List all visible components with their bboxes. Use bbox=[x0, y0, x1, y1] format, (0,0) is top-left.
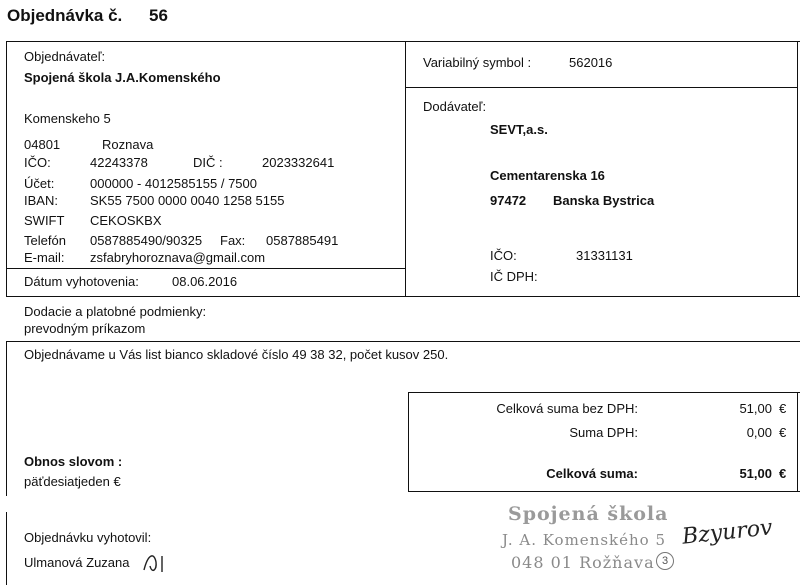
variable-symbol-label: Variabilný symbol : bbox=[423, 55, 532, 70]
stamp-line-1: Spojená škola bbox=[508, 503, 669, 525]
stamp-line-3: 048 01 Rožňava bbox=[511, 553, 655, 572]
order-number: 56 bbox=[149, 6, 168, 25]
total-net-value: 51,00 bbox=[739, 401, 772, 416]
supplier-ico-label: IČO: bbox=[490, 248, 517, 263]
frame-left-bottom bbox=[6, 512, 7, 585]
orderer-dic: 2023332641 bbox=[262, 155, 335, 170]
orderer-phone-label: Telefón bbox=[24, 233, 66, 248]
stamp-number-badge: 3 bbox=[656, 552, 674, 570]
orderer-iban: SK55 7500 0000 0040 1258 5155 bbox=[90, 193, 285, 208]
orderer-heading: Objednávateľ: bbox=[24, 49, 106, 64]
order-title-label: Objednávka č. bbox=[7, 6, 123, 25]
supplier-zip: 97472 bbox=[490, 193, 527, 208]
total-vat-label: Suma DPH: bbox=[569, 425, 638, 440]
orderer-swift-label: SWIFT bbox=[24, 213, 65, 228]
orderer-fax-label: Fax: bbox=[220, 233, 246, 248]
terms-value: prevodným príkazom bbox=[24, 321, 146, 336]
signature: Bzyurov bbox=[680, 515, 774, 550]
variable-symbol-value: 562016 bbox=[569, 55, 613, 70]
terms-heading: Dodacie a platobné podmienky: bbox=[24, 304, 207, 319]
orderer-fax: 0587885491 bbox=[266, 233, 339, 248]
date-label: Dátum vyhotovenia: bbox=[24, 274, 139, 289]
total-sum-label: Celková suma: bbox=[546, 466, 638, 481]
orderer-city: Roznava bbox=[102, 137, 154, 152]
orderer-zip: 04801 bbox=[24, 137, 61, 152]
frame-varsym-bottom bbox=[405, 87, 798, 88]
currency-net: € bbox=[779, 401, 787, 416]
frame-date-top bbox=[6, 268, 406, 269]
orderer-account-label: Účet: bbox=[24, 176, 55, 191]
supplier-ico: 31331131 bbox=[576, 248, 633, 263]
orderer-name: Spojená škola J.A.Komenského bbox=[24, 70, 221, 85]
totals-box-left bbox=[408, 392, 409, 492]
frame-left-upper bbox=[6, 41, 7, 297]
date-value: 08.06.2016 bbox=[172, 274, 238, 289]
orderer-dic-label: DIČ : bbox=[193, 155, 223, 170]
totals-box-bottom bbox=[408, 491, 800, 492]
supplier-city: Banska Bystrica bbox=[553, 193, 655, 208]
totals-box-top bbox=[408, 392, 800, 393]
supplier-name: SEVT,a.s. bbox=[490, 122, 548, 137]
amount-words-label: Obnos slovom : bbox=[24, 454, 123, 469]
totals-box-right bbox=[797, 392, 798, 492]
orderer-iban-label: IBAN: bbox=[24, 193, 58, 208]
orderer-street: Komenskeho 5 bbox=[24, 111, 111, 126]
issued-by-name: Ulmanová Zuzana bbox=[24, 555, 130, 570]
supplier-heading: Dodávateľ: bbox=[423, 99, 487, 114]
stamp-line-2: J. A. Komenského 5 bbox=[502, 531, 667, 549]
total-net-label: Celková suma bez DPH: bbox=[496, 401, 638, 416]
frame-top bbox=[6, 41, 800, 42]
frame-right-upper bbox=[797, 41, 798, 297]
orderer-email[interactable]: zsfabryhoroznava@gmail.com bbox=[90, 250, 266, 265]
supplier-icdph-label: IČ DPH: bbox=[490, 269, 538, 284]
currency-vat: € bbox=[779, 425, 787, 440]
frame-terms-bottom bbox=[6, 341, 800, 342]
orderer-swift: CEKOSKBX bbox=[90, 213, 162, 228]
initials-scribble bbox=[140, 548, 170, 578]
order-text: Objednávame u Vás list bianco skladové číslo 49 38 32, počet kusov 250. bbox=[24, 347, 449, 362]
frame-terms-top bbox=[6, 296, 800, 297]
order-title bbox=[7, 6, 168, 26]
orderer-account: 000000 - 4012585155 / 7500 bbox=[90, 176, 257, 191]
frame-left-lower bbox=[6, 341, 7, 496]
orderer-email-label: E-mail: bbox=[24, 250, 65, 265]
currency-total: € bbox=[779, 466, 787, 481]
frame-mid-divider bbox=[405, 41, 406, 297]
issued-by-label: Objednávku vyhotovil: bbox=[24, 530, 152, 545]
orderer-ico: 42243378 bbox=[90, 155, 148, 170]
orderer-ico-label: IČO: bbox=[24, 155, 51, 170]
orderer-phone: 0587885490/90325 bbox=[90, 233, 203, 248]
total-sum-value: 51,00 bbox=[739, 466, 772, 481]
supplier-street: Cementarenska 16 bbox=[490, 168, 605, 183]
amount-words-value: päťdesiatjeden € bbox=[24, 474, 121, 489]
total-vat-value: 0,00 bbox=[746, 425, 772, 440]
